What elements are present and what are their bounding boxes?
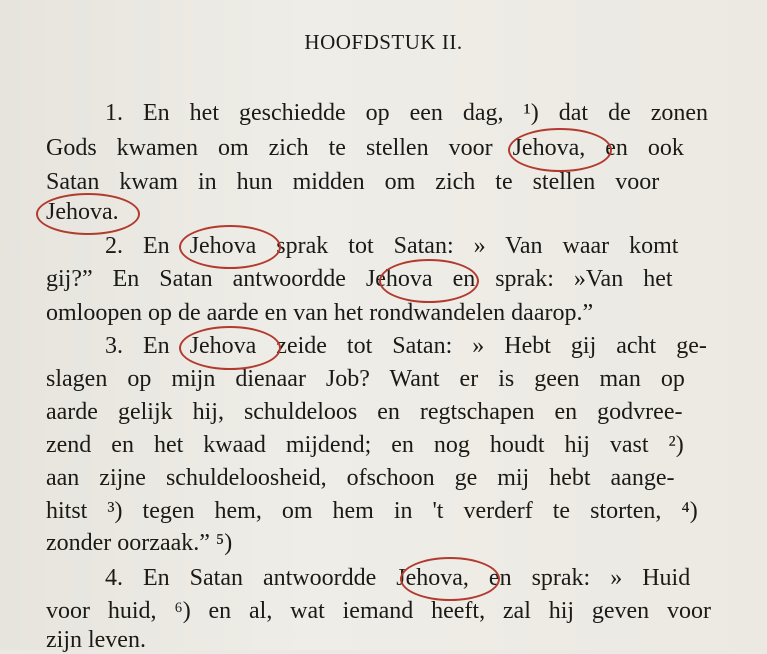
text-line: 2. En Jehova sprak tot Satan: » Van waar komt bbox=[105, 233, 679, 259]
text-line: aan zijne schuldeloosheid, ofschoon ge mij hebt aange- bbox=[46, 465, 675, 491]
bleed-through-text bbox=[540, 6, 544, 22]
text-line: gij?” En Satan antwoordde Jehova en sprak: »Van het bbox=[46, 266, 673, 292]
text-line: Jehova. bbox=[46, 199, 119, 225]
text-line: zend en het kwaad mijdend; en nog houdt hij vast ²) bbox=[46, 432, 684, 458]
text-line: 1. En het geschiedde op een dag, ¹) dat de zonen bbox=[105, 100, 709, 126]
text-line: voor huid, ⁶) en al, wat iemand heeft, zal hij geven voor bbox=[46, 598, 711, 624]
text-line: 3. En Jehova zeide tot Satan: » Hebt gij acht ge- bbox=[105, 333, 707, 359]
text-line: Gods kwamen om zich te stellen voor Jehova, en ook bbox=[46, 135, 684, 161]
chapter-heading: HOOFDSTUK II. bbox=[304, 30, 463, 54]
text-line: aarde gelijk hij, schuldeloos en regtschapen en godvree- bbox=[46, 399, 683, 425]
text-line: hitst ³) tegen hem, om hem in 't verderf te storten, ⁴) bbox=[46, 498, 698, 524]
text-line: 4. En Satan antwoordde Jehova, en sprak: » Huid bbox=[105, 565, 691, 591]
text-line: zijn leven. bbox=[46, 627, 146, 653]
text-line: slagen op mijn dienaar Job? Want er is geen man op bbox=[46, 366, 685, 392]
text-line: zonder oorzaak.” ⁵) bbox=[46, 530, 233, 556]
text-line: omloopen op de aarde en van het rondwandelen daarop.” bbox=[46, 300, 594, 326]
text-line: Satan kwam in hun midden om zich te stellen voor bbox=[46, 169, 660, 195]
